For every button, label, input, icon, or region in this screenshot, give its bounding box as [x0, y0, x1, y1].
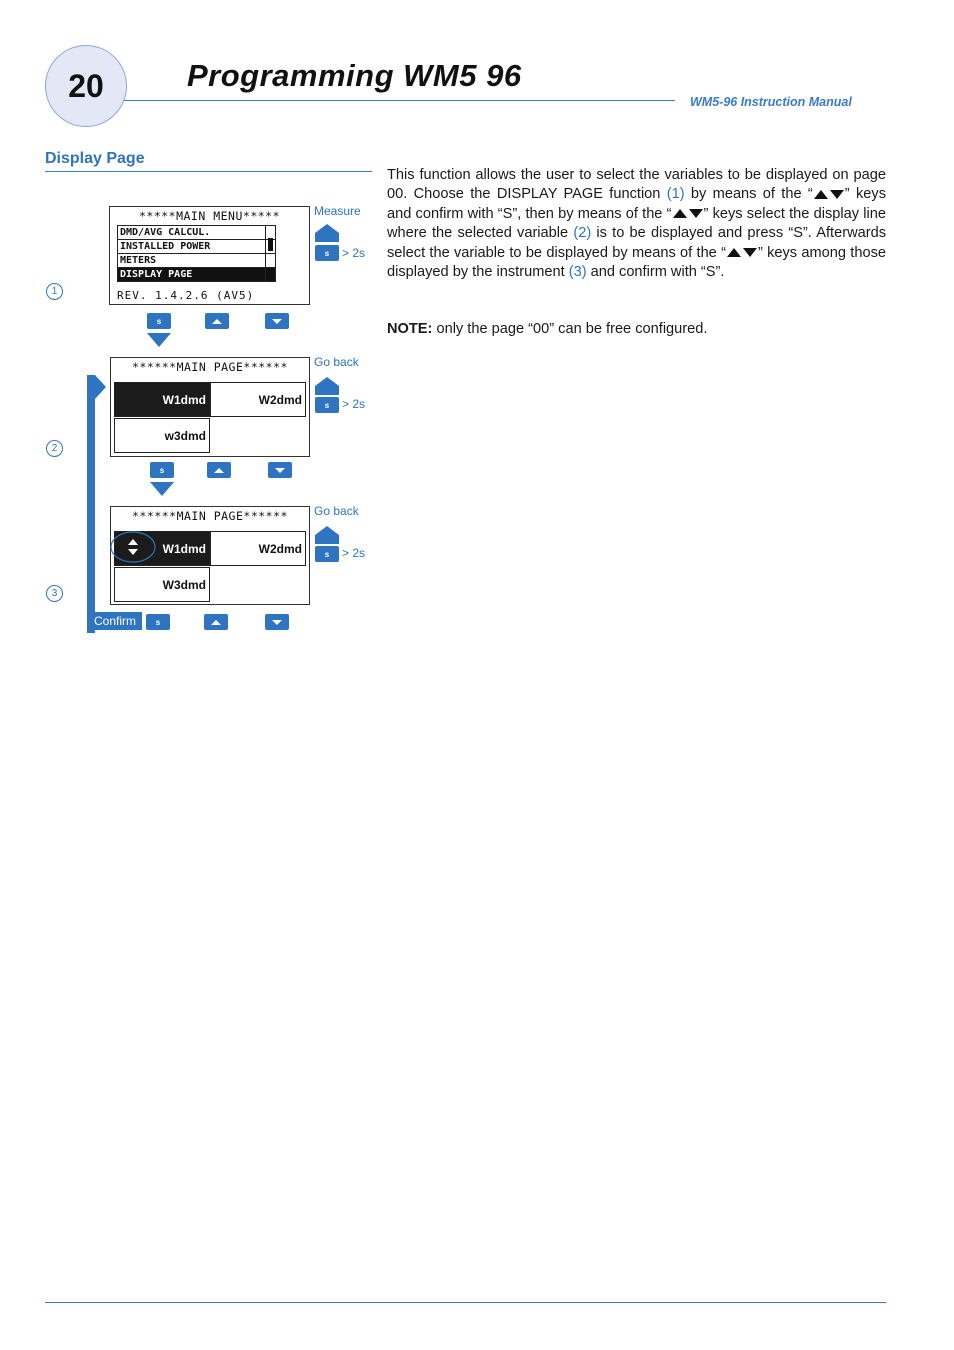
- home-key-icon: [315, 377, 339, 395]
- header-divider: [124, 100, 675, 101]
- up-key[interactable]: [204, 614, 228, 630]
- note-label: NOTE:: [387, 321, 433, 337]
- ref-step-1: (1): [666, 186, 685, 203]
- up-arrow-icon: [214, 468, 224, 473]
- lcd-header: ******MAIN PAGE******: [132, 509, 288, 523]
- up-arrow-icon: [727, 248, 741, 257]
- down-arrow-icon: [743, 248, 757, 257]
- s-key-label: s: [156, 316, 162, 326]
- text-segment: by means of the “: [684, 186, 813, 203]
- down-arrow-icon: [272, 319, 282, 324]
- down-key[interactable]: [265, 614, 289, 630]
- up-arrow-icon: [814, 190, 828, 199]
- note-paragraph: [387, 321, 707, 337]
- menu-scrollbar: [265, 225, 275, 281]
- section-title: Display Page: [45, 150, 145, 167]
- display-cell: W2dmd: [210, 382, 306, 417]
- s-key-label: s: [324, 248, 330, 258]
- s-key[interactable]: [315, 546, 339, 562]
- confirm-label: Confirm: [88, 612, 142, 630]
- step-number-1: 1: [46, 283, 63, 300]
- display-cell-selected: W1dmd: [114, 531, 210, 566]
- display-cell: W2dmd: [210, 531, 306, 566]
- s-key[interactable]: [315, 245, 339, 261]
- s-key[interactable]: [146, 614, 170, 630]
- up-arrow-icon: [211, 620, 221, 625]
- down-key[interactable]: [265, 313, 289, 329]
- lcd-header: *****MAIN MENU*****: [138, 209, 281, 223]
- s-key-label: s: [324, 400, 330, 410]
- menu-item: INSTALLED POWER: [118, 240, 275, 254]
- down-arrow-icon: [689, 209, 703, 218]
- down-arrow-icon: [272, 620, 282, 625]
- go-back-label: Go back: [314, 504, 359, 518]
- s-key[interactable]: [147, 313, 171, 329]
- menu-item: DMD/AVG CALCUL.: [118, 226, 275, 240]
- text-segment: and confirm with “S”.: [586, 264, 725, 281]
- manual-label: WM5-96 Instruction Manual: [690, 95, 852, 109]
- ref-step-2: (2): [573, 225, 592, 242]
- note-text: only the page “00” can be free configured.: [432, 321, 708, 337]
- s-key[interactable]: [315, 397, 339, 413]
- text-segment: is to be displayed and press “S”. Afterwards select the variable to be displayed by means of the “: [387, 225, 886, 261]
- up-down-selector-icon: [107, 529, 157, 565]
- menu-scroll-thumb: [268, 238, 273, 251]
- hold-time-label: > 2s: [342, 546, 366, 560]
- confirm-flow-arrow-icon: [95, 375, 106, 399]
- down-arrow-icon: [830, 190, 844, 199]
- text-segment: ” keys and confirm with “S”, then by means of the “: [387, 186, 886, 222]
- home-key-icon: [315, 224, 339, 242]
- flow-down-arrow-icon: [147, 333, 171, 347]
- page-title: Programming WM5 96: [187, 58, 522, 93]
- lcd-header: ******MAIN PAGE******: [132, 360, 288, 374]
- text-segment: ” keys among those displayed by the instrument: [387, 244, 886, 281]
- home-key-icon: [315, 526, 339, 544]
- down-key[interactable]: [268, 462, 292, 478]
- lcd-main-page: [110, 357, 310, 457]
- flow-down-arrow-icon: [150, 482, 174, 496]
- hold-time-label: > 2s: [342, 246, 366, 260]
- confirm-flow-bar: [87, 375, 95, 633]
- menu-item-selected: DISPLAY PAGE: [118, 268, 275, 281]
- up-arrow-icon: [212, 319, 222, 324]
- s-key[interactable]: [150, 462, 174, 478]
- up-key[interactable]: [205, 313, 229, 329]
- hold-time-label: > 2s: [342, 397, 366, 411]
- display-cell: W3dmd: [114, 567, 210, 602]
- step-number-3: 3: [46, 585, 63, 602]
- step-number-2: 2: [46, 440, 63, 457]
- footer-divider: [45, 1302, 886, 1303]
- down-arrow-icon: [275, 468, 285, 473]
- text-segment: This function allows the user to select the variables to be displayed on page 00. Choose the DISPLAY PAGE function: [387, 167, 886, 203]
- page-number: 20: [68, 67, 104, 104]
- s-key-label: s: [324, 549, 330, 559]
- description-paragraph: [387, 166, 886, 282]
- measure-label: Measure: [314, 204, 361, 218]
- ref-step-3: (3): [568, 264, 587, 281]
- up-arrow-icon: [673, 209, 687, 218]
- lcd-main-menu: [109, 206, 310, 305]
- page-number-badge: [45, 45, 127, 127]
- text-segment: ” keys select the display line where the selected variable: [387, 205, 886, 242]
- revision-text: REV. 1.4.2.6 (AV5): [117, 289, 255, 302]
- section-divider: [45, 171, 372, 172]
- s-key-label: s: [159, 465, 165, 475]
- display-cell-selected: W1dmd: [114, 382, 210, 417]
- up-key[interactable]: [207, 462, 231, 478]
- menu-item: METERS: [118, 254, 275, 268]
- menu-list: [117, 225, 276, 282]
- display-cell: w3dmd: [114, 418, 210, 453]
- s-key-label: s: [155, 617, 161, 627]
- go-back-label: Go back: [314, 355, 359, 369]
